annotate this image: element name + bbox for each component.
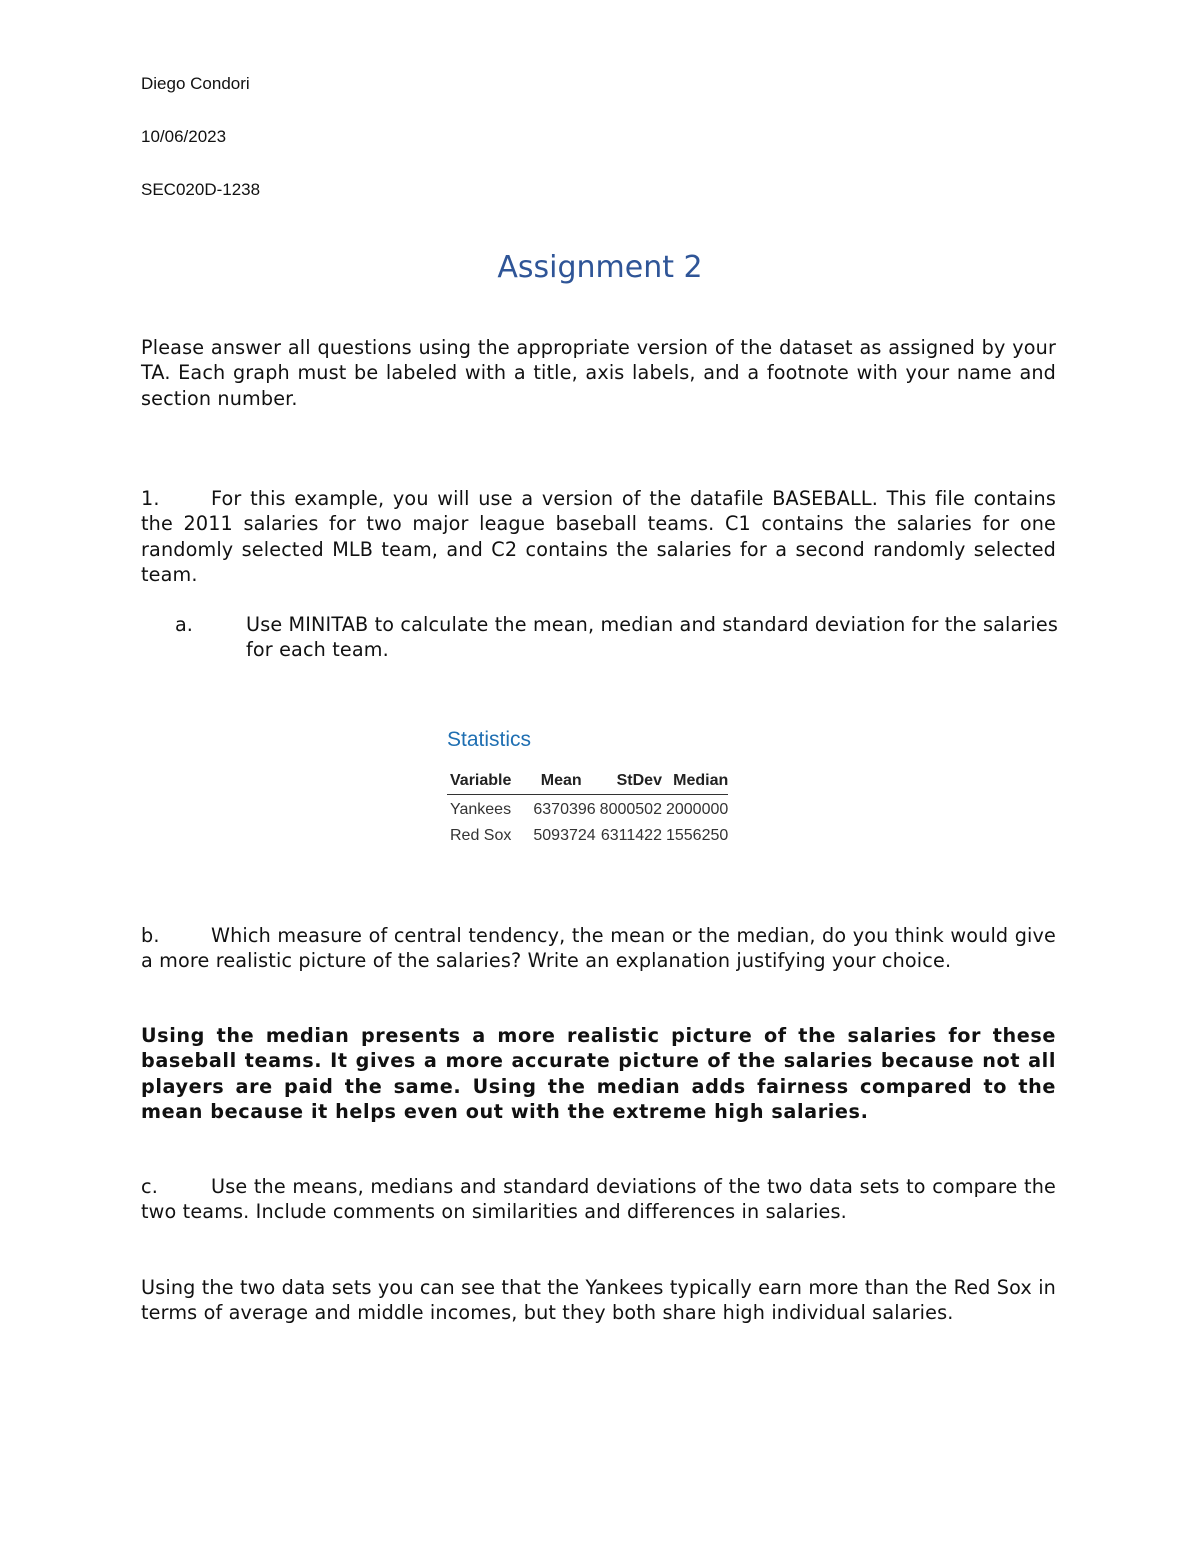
part-c-text: Use the means, medians and standard deviations of the two data sets to compare the two teams. Include comments on similarities and differences in salaries. (141, 1175, 1056, 1224)
row-stdev: 8000502 (599, 801, 662, 818)
assignment-title: Assignment 2 (497, 250, 703, 285)
statistics-header-row (447, 772, 728, 795)
row-median: 1556250 (665, 827, 729, 844)
part-c-marker: c. (141, 1175, 158, 1198)
part-a-text: Use MINITAB to calculate the mean, median and standard deviation for the salaries for each team. (246, 613, 1059, 662)
row-variable: Yankees (450, 801, 512, 818)
submission-date: 10/06/2023 (141, 127, 227, 146)
row-mean: 5093724 (533, 827, 596, 844)
instructions-paragraph: Please answer all questions using the appropriate version of the dataset as assigned by your TA. Each graph must be labeled with a title, axis labels, and a footnote with your name and section number. (141, 336, 1056, 410)
part-a-marker: a. (175, 613, 193, 636)
question-1-text: For this example, you will use a version of the datafile BASEBALL. This file contains the 2011 salaries for two major league baseball teams. C1 contains the salaries for one randomly selected MLB team, and C2 contains the salaries for a second randomly selected team. (141, 487, 1056, 586)
header-stdev: StDev (596, 772, 662, 795)
question-1 (141, 486, 1056, 587)
row-variable: Red Sox (450, 827, 512, 844)
student-name: Diego Condori (141, 74, 250, 93)
header-variable: Variable (447, 772, 529, 795)
header-mean: Mean (529, 772, 595, 795)
header-median: Median (662, 772, 728, 795)
row-stdev: 6311422 (600, 827, 662, 844)
part-c-answer: Using the two data sets you can see that the Yankees typically earn more than the Red Sox in terms of average and middle incomes, but they both share high individual salaries. (141, 1276, 1056, 1325)
part-b-marker: b. (141, 924, 160, 947)
section-number: SEC020D-1238 (141, 180, 261, 199)
part-b-text: Which measure of central tendency, the mean or the median, do you think would give a more realistic picture of the salaries? Write an explanation justifying your choice. (141, 924, 1056, 973)
table-row (447, 821, 728, 847)
statistics-output (447, 728, 728, 847)
part-b (141, 923, 1056, 974)
table-row (447, 795, 728, 822)
part-c (141, 1174, 1056, 1225)
part-b-answer: Using the median presents a more realistic picture of the salaries for these baseball teams. It gives a more accurate picture of the salaries because not all players are paid the same. Using the median adds fairness compared to the mean because it helps even out with the extreme high salaries. (141, 1024, 1056, 1123)
statistics-title: Statistics (447, 728, 532, 751)
statistics-table (447, 772, 728, 847)
question-1-marker: 1. (141, 487, 160, 510)
row-median: 2000000 (665, 801, 729, 818)
row-mean: 6370396 (533, 801, 596, 818)
